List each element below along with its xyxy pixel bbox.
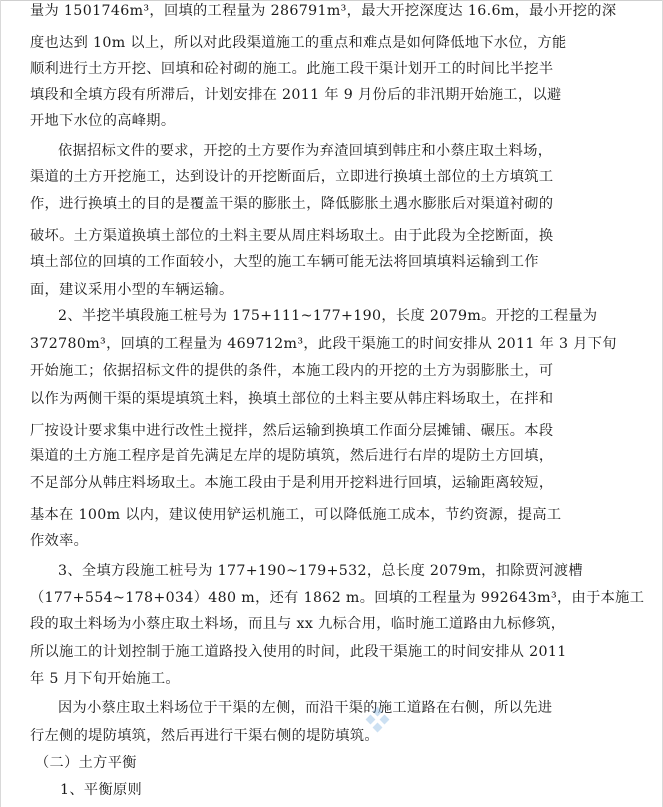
paragraph-line: 开始施工；依据招标文件的提供的条件，本施工段内的开挖的土方为弱膨胀土，可 xyxy=(30,363,554,379)
paragraph-line: 年 5 月下旬开始施工。 xyxy=(30,671,180,687)
paragraph-line: 所以施工的计划控制于施工道路投入使用的时间，此段干渠施工的时间安排从 2011 xyxy=(30,644,567,660)
paragraph-line: 作效率。 xyxy=(30,533,89,549)
paragraph-line: 量为 1501746m³，回填的工程量为 286791m³，最大开挖深度达 16.6m，最小开挖的深 xyxy=(30,3,617,19)
paragraph-line: 填土部位的回填的工作面较小，大型的施工车辆可能无法将回填填料运输到工作 xyxy=(30,254,539,270)
paragraph-line: 顺利进行土方开挖、回填和砼衬砌的施工。此施工段干渠计划开工的时间比半挖半 xyxy=(30,61,554,77)
paragraph-line: 度也达到 10m 以上，所以对此段渠道施工的重点和难点是如何降低地下水位，方能 xyxy=(30,35,567,51)
subsection-heading: 1、平衡原则 xyxy=(60,782,143,798)
paragraph-line: 行左侧的堤防填筑，然后再进行干渠右侧的堤防填筑。 xyxy=(30,728,379,744)
paragraph-line: （177+554~178+034）480 m，还有 1862 m。回填的工程量为 992643m³，由于本施工 xyxy=(30,590,645,606)
paragraph-line: 基本在 100m 以内，建议使用铲运机施工，可以降低施工成本，节约资源，提高工 xyxy=(30,507,562,523)
paragraph-line: 2、半挖半填段施工桩号为 175+111~177+190，长度 2079m。开挖的工程量为 xyxy=(58,308,598,324)
paragraph-line: 填段和全填方段有所滞后，计划安排在 2011 年 9 月份后的非汛期开始施工，以避 xyxy=(30,87,562,103)
paragraph-line: 厂按设计要求集中进行改性土搅拌，然后运输到换填工作面分层摊铺、碾压。本段 xyxy=(30,423,554,439)
paragraph-line: 以作为两侧干渠的渠堤填筑土料，换填土部位的土料主要从韩庄料场取土，在拌和 xyxy=(30,391,554,407)
paragraph-line: 渠道的土方开挖施工，达到设计的开挖断面后，立即进行换填土部位的土方填筑工 xyxy=(30,169,554,185)
paragraph-line: 依据招标文件的要求，开挖的土方要作为弃渣回填到韩庄和小蔡庄取土料场， xyxy=(58,143,553,159)
paragraph-line: 渠道的土方施工程序是首先满足左岸的堤防填筑，然后进行右岸的堤防土方回填， xyxy=(30,448,554,464)
paragraph-line: 面，建议采用小型的车辆运输。 xyxy=(30,282,234,298)
paragraph-line: 不足部分从韩庄料场取土。本施工段由于是利用开挖料进行回填，运输距离较短， xyxy=(30,475,554,491)
paragraph-line: 因为小蔡庄取土料场位于干渠的左侧，而沿干渠的施工道路在右侧，所以先进 xyxy=(58,700,553,716)
paragraph-line: 破坏。土方渠道换填土部位的土料主要从周庄料场取土。由于此段为全挖断面，换 xyxy=(30,228,554,244)
paragraph-line: 372780m³，回填的工程量为 469712m³，此段干渠施工的时间安排从 2011 年 3 月下旬 xyxy=(30,336,617,352)
page-border-left xyxy=(0,0,1,807)
paragraph-line: 作，进行换填土的目的是覆盖干渠的膨胀土，降低膨胀土遇水膨胀后对渠道衬砌的 xyxy=(30,196,554,212)
paragraph-line: 段的取土料场为小蔡庄取土料场，而且与 xx 九标合用，临时施工道路由九标修筑， xyxy=(30,616,566,632)
diamond-watermark-icon xyxy=(358,706,398,736)
paragraph-line: 3、全填方段施工桩号为 177+190~179+532，总长度 2079m，扣除贾河渡槽 xyxy=(58,563,583,579)
paragraph-line: 开地下水位的高峰期。 xyxy=(30,113,176,129)
section-heading: （二）土方平衡 xyxy=(35,755,137,771)
